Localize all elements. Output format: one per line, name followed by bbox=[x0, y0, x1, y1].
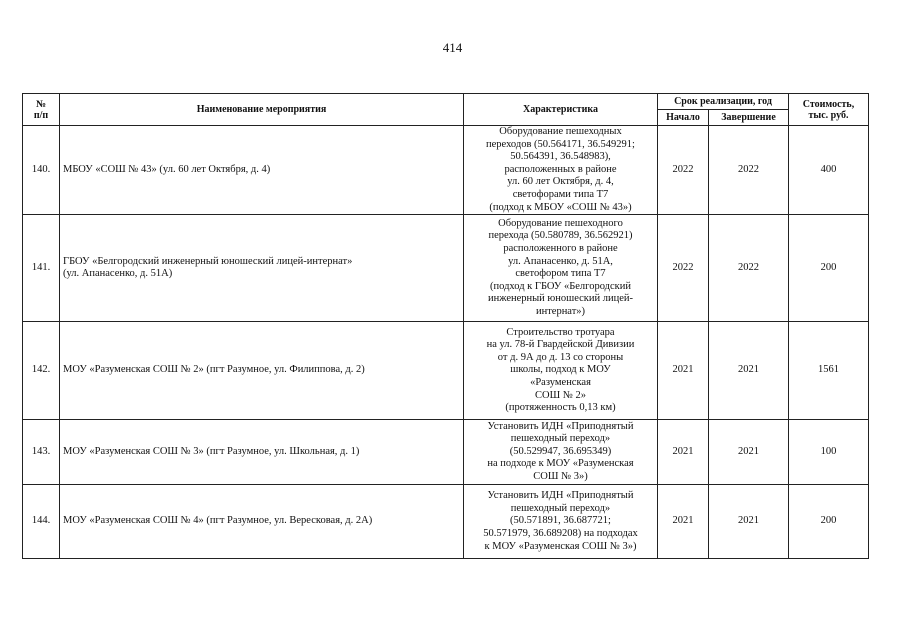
header-num-label: № п/п bbox=[33, 98, 49, 121]
row-num: 140. bbox=[23, 126, 60, 215]
header-name-label: Наименование мероприятия bbox=[196, 104, 327, 115]
row-name: ГБОУ «Белгородский инженерный юношеский лицей-интернат» (ул. Апанасенко, д. 51А) bbox=[60, 215, 464, 322]
header-start-label: Начало bbox=[666, 112, 700, 123]
header-end bbox=[709, 110, 789, 126]
header-start bbox=[658, 110, 709, 126]
row-end-year: 2022 bbox=[709, 215, 789, 322]
row-start-year: 2021 bbox=[658, 322, 709, 420]
row-desc: Установить ИДН «Приподнятый пешеходный переход» (50.529947, 36.695349) на подходе к МОУ «Разуменская СОШ № 3») bbox=[464, 420, 658, 485]
table-row bbox=[23, 322, 869, 420]
table-row bbox=[23, 485, 869, 559]
row-start-year: 2022 bbox=[658, 126, 709, 215]
row-num: 141. bbox=[23, 215, 60, 322]
header-period-label: Срок реализации, год bbox=[674, 96, 772, 107]
header-desc bbox=[464, 94, 658, 126]
header-end-label: Завершение bbox=[721, 112, 776, 123]
row-cost: 1561 bbox=[789, 322, 869, 420]
row-desc: Оборудование пешеходного перехода (50.580789, 36.562921) расположенного в районе ул. Апанасенко, д. 51А, светофором типа Т7 (подход к ГБОУ «Белгородский инженерный юношеский лицей- интернат») bbox=[464, 215, 658, 322]
header-period bbox=[658, 94, 789, 110]
table-row bbox=[23, 215, 869, 322]
row-name: МОУ «Разуменская СОШ № 2» (пгт Разумное, ул. Филиппова, д. 2) bbox=[60, 322, 464, 420]
header-num bbox=[23, 94, 60, 126]
row-cost: 200 bbox=[789, 215, 869, 322]
row-name: МБОУ «СОШ № 43» (ул. 60 лет Октября, д. 4) bbox=[60, 126, 464, 215]
header-name bbox=[60, 94, 464, 126]
row-cost: 200 bbox=[789, 485, 869, 559]
table-row bbox=[23, 126, 869, 215]
measures-table bbox=[22, 93, 869, 559]
table-body bbox=[23, 126, 869, 559]
table-row bbox=[23, 420, 869, 485]
page-number: 414 bbox=[442, 40, 463, 55]
row-name: МОУ «Разуменская СОШ № 4» (пгт Разумное, ул. Вересковая, д. 2А) bbox=[60, 485, 464, 559]
table-header bbox=[23, 94, 869, 126]
header-cost bbox=[789, 94, 869, 126]
row-num: 143. bbox=[23, 420, 60, 485]
row-start-year: 2022 bbox=[658, 215, 709, 322]
row-end-year: 2021 bbox=[709, 322, 789, 420]
row-num: 144. bbox=[23, 485, 60, 559]
row-num: 142. bbox=[23, 322, 60, 420]
row-start-year: 2021 bbox=[658, 485, 709, 559]
row-end-year: 2021 bbox=[709, 485, 789, 559]
header-desc-label: Характеристика bbox=[523, 104, 598, 115]
row-cost: 100 bbox=[789, 420, 869, 485]
row-end-year: 2021 bbox=[709, 420, 789, 485]
row-cost: 400 bbox=[789, 126, 869, 215]
row-desc: Установить ИДН «Приподнятый пешеходный переход» (50.571891, 36.687721; 50.571979, 36.689208) на подходах к МОУ «Разуменская СОШ № 3») bbox=[464, 485, 658, 559]
row-desc: Оборудование пешеходных переходов (50.564171, 36.549291; 50.564391, 36.548983), расположенных в районе ул. 60 лет Октября, д. 4, светофорами типа Т7 (подход к МБОУ «СОШ № 43») bbox=[464, 126, 658, 215]
header-cost-label: Стоимость, тыс. руб. bbox=[802, 98, 855, 121]
row-start-year: 2021 bbox=[658, 420, 709, 485]
row-name: МОУ «Разуменская СОШ № 3» (пгт Разумное, ул. Школьная, д. 1) bbox=[60, 420, 464, 485]
row-desc: Строительство тротуара на ул. 78-й Гвардейской Дивизии от д. 9А до д. 13 со стороны школы, подход к МОУ «Разуменская СОШ № 2» (протяженность 0,13 км) bbox=[464, 322, 658, 420]
row-end-year: 2022 bbox=[709, 126, 789, 215]
